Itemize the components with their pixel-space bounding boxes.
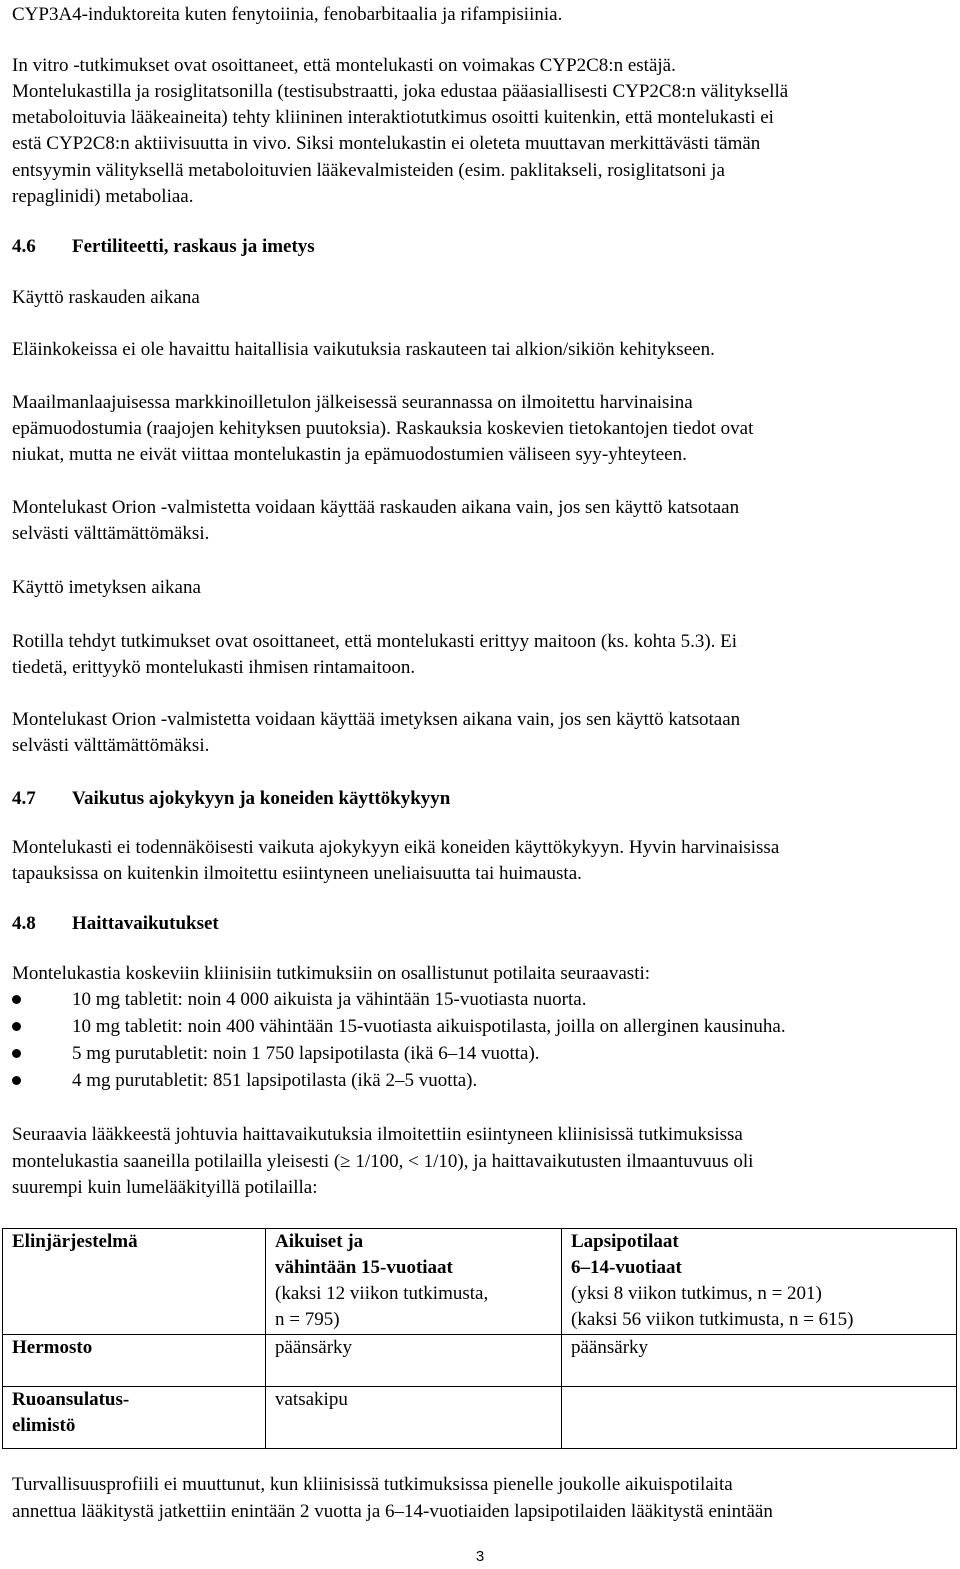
text-line: estä CYP2C8:n aktiivisuutta in vivo. Siksi montelukastin ei oleteta muuttavan merkittävästi tämän — [12, 133, 761, 154]
system-name: Hermosto — [12, 1337, 93, 1358]
bullet-icon — [12, 1049, 21, 1058]
text-line: montelukastia saaneilla potilailla yleisesti (≥ 1/100, < 1/10), ja haittavaikutusten ilmaantuvuus oli — [12, 1151, 754, 1172]
section-number: 4.7 — [12, 788, 36, 809]
text-line: repaglinidi) metaboliaa. — [12, 186, 194, 207]
section-number: 4.8 — [12, 913, 36, 934]
table-cell-adults — [266, 1387, 562, 1449]
text-line: annettua lääkitystä jatkettiin enintään 2 vuotta ja 6–14-vuotiaiden lapsipotilaiden lääkitystä enintään — [12, 1501, 773, 1522]
table-cell-system — [3, 1387, 266, 1449]
text-line: Montelukasti ei todennäköisesti vaikuta ajokykyyn eikä koneiden käyttökykyyn. Hyvin harvinaisissa — [12, 837, 780, 858]
table-header-cell — [266, 1229, 562, 1335]
section-heading-4-6 — [12, 234, 315, 260]
table-row — [3, 1387, 957, 1449]
header-adults-line: vähintään 15-vuotiaat — [275, 1257, 453, 1278]
subheading-lactation: Käyttö imetyksen aikana — [12, 577, 201, 598]
header-adults-line: (kaksi 12 viikon tutkimusta, — [275, 1283, 489, 1304]
header-adults-line: Aikuiset ja — [275, 1231, 364, 1252]
header-adults-line: n = 795) — [275, 1309, 340, 1330]
text-line: Montelukast Orion -valmistetta voidaan käyttää raskauden aikana vain, jos sen käyttö katsotaan — [12, 497, 740, 518]
header-children-line: 6–14-vuotiaat — [571, 1257, 682, 1278]
section-title: Fertiliteetti, raskaus ja imetys — [72, 236, 315, 257]
text-line: Seuraavia lääkkeestä johtuvia haittavaikutuksia ilmoitettiin esiintyneen kliinisissä tutkimuksissa — [12, 1124, 743, 1145]
table-cell-system — [3, 1335, 266, 1387]
bullet-icon — [12, 995, 21, 1004]
table-cell-children — [562, 1387, 957, 1449]
subheading-pregnancy: Käyttö raskauden aikana — [12, 287, 200, 308]
text-line: Rotilla tehdyt tutkimukset ovat osoittaneet, että montelukasti erittyy maitoon (ks. kohta 5.3). Ei — [12, 631, 738, 652]
text-line: CYP3A4-induktoreita kuten fenytoiinia, fenobarbitaalia ja rifampisiinia. — [12, 4, 563, 25]
header-system: Elinjärjestelmä — [12, 1231, 138, 1252]
text-line: Montelukast Orion -valmistetta voidaan käyttää imetyksen aikana vain, jos sen käyttö katsotaan — [12, 709, 741, 730]
table-cell-adults — [266, 1335, 562, 1387]
page-number: 3 — [475, 1548, 485, 1565]
section-title: Haittavaikutukset — [72, 913, 219, 934]
system-name: Ruoansulatus- — [12, 1389, 130, 1410]
table-header-cell — [562, 1229, 957, 1335]
text-line: selvästi välttämättömäksi. — [12, 735, 210, 756]
text-line: tapauksissa on kuitenkin ilmoitettu esiintyneen uneliaisuutta tai huimausta. — [12, 863, 582, 884]
table-row — [3, 1335, 957, 1387]
effect-children: päänsärky — [571, 1337, 649, 1358]
table-header-row — [3, 1229, 957, 1335]
text-line: Maailmanlaajuisessa markkinoilletulon jälkeisessä seurannassa on ilmoitettu harvinaisina — [12, 392, 693, 413]
text-line: Montelukastilla ja rosiglitatsonilla (testisubstraatti, joka edustaa pääasiallisesti CYP2C8:n välityksellä — [12, 81, 789, 102]
list-item: 5 mg purutabletit: noin 1 750 lapsipotilasta (ikä 6–14 vuotta). — [72, 1043, 540, 1064]
table-header-cell — [3, 1229, 266, 1335]
section-heading-4-8 — [12, 911, 219, 937]
text-line: metaboloituvia lääkeaineita) tehty kliininen interaktiotutkimus osoitti kuitenkin, että montelukasti ei — [12, 107, 774, 128]
bullet-icon — [12, 1022, 21, 1031]
text-line: tiedetä, erittyykö montelukasti ihmisen rintamaitoon. — [12, 657, 416, 678]
bullet-icon — [12, 1076, 21, 1085]
system-name: elimistö — [12, 1415, 76, 1436]
text-line: Montelukastia koskeviin kliinisiin tutkimuksiin on osallistunut potilaita seuraavasti: — [12, 963, 651, 984]
text-line: niukat, mutta ne eivät viittaa montelukastin ja epämuodostumien väliseen syy-yhteyteen. — [12, 444, 687, 465]
adverse-effects-table — [2, 1228, 957, 1449]
text-line: epämuodostumia (raajojen kehityksen puutoksia). Raskauksia koskevien tietokantojen tiedot ovat — [12, 418, 754, 439]
effect-adults: päänsärky — [275, 1337, 353, 1358]
section-number: 4.6 — [12, 236, 36, 257]
list-item: 10 mg tabletit: noin 400 vähintään 15-vuotiasta aikuispotilasta, joilla on allerginen kausinuha. — [72, 1016, 786, 1037]
list-item: 4 mg purutabletit: 851 lapsipotilasta (ikä 2–5 vuotta). — [72, 1070, 478, 1091]
header-children-line: (yksi 8 viikon tutkimus, n = 201) — [571, 1283, 822, 1304]
section-heading-4-7 — [12, 786, 450, 812]
header-children-line: (kaksi 56 viikon tutkimusta, n = 615) — [571, 1309, 854, 1330]
text-line: suurempi kuin lumelääkityillä potilailla: — [12, 1177, 318, 1198]
table-cell-children — [562, 1335, 957, 1387]
list-item: 10 mg tabletit: noin 4 000 aikuista ja vähintään 15-vuotiasta nuorta. — [72, 989, 587, 1010]
text-line: selvästi välttämättömäksi. — [12, 523, 210, 544]
text-line: Turvallisuusprofiili ei muuttunut, kun kliinisissä tutkimuksissa pienelle joukolle aikuispotilaita — [12, 1474, 733, 1495]
effect-adults: vatsakipu — [275, 1389, 348, 1410]
text-line: entsyymin välityksellä metaboloituvien lääkevalmisteiden (esim. paklitakseli, rosiglitatsoni ja — [12, 160, 725, 181]
text-line: In vitro -tutkimukset ovat osoittaneet, että montelukasti on voimakas CYP2C8:n estäjä. — [12, 55, 676, 76]
section-title: Vaikutus ajokykyyn ja koneiden käyttökykyyn — [72, 788, 451, 809]
text-line: Eläinkokeissa ei ole havaittu haitallisia vaikutuksia raskauteen tai alkion/sikiön kehitykseen. — [12, 339, 715, 360]
header-children-line: Lapsipotilaat — [571, 1231, 679, 1252]
